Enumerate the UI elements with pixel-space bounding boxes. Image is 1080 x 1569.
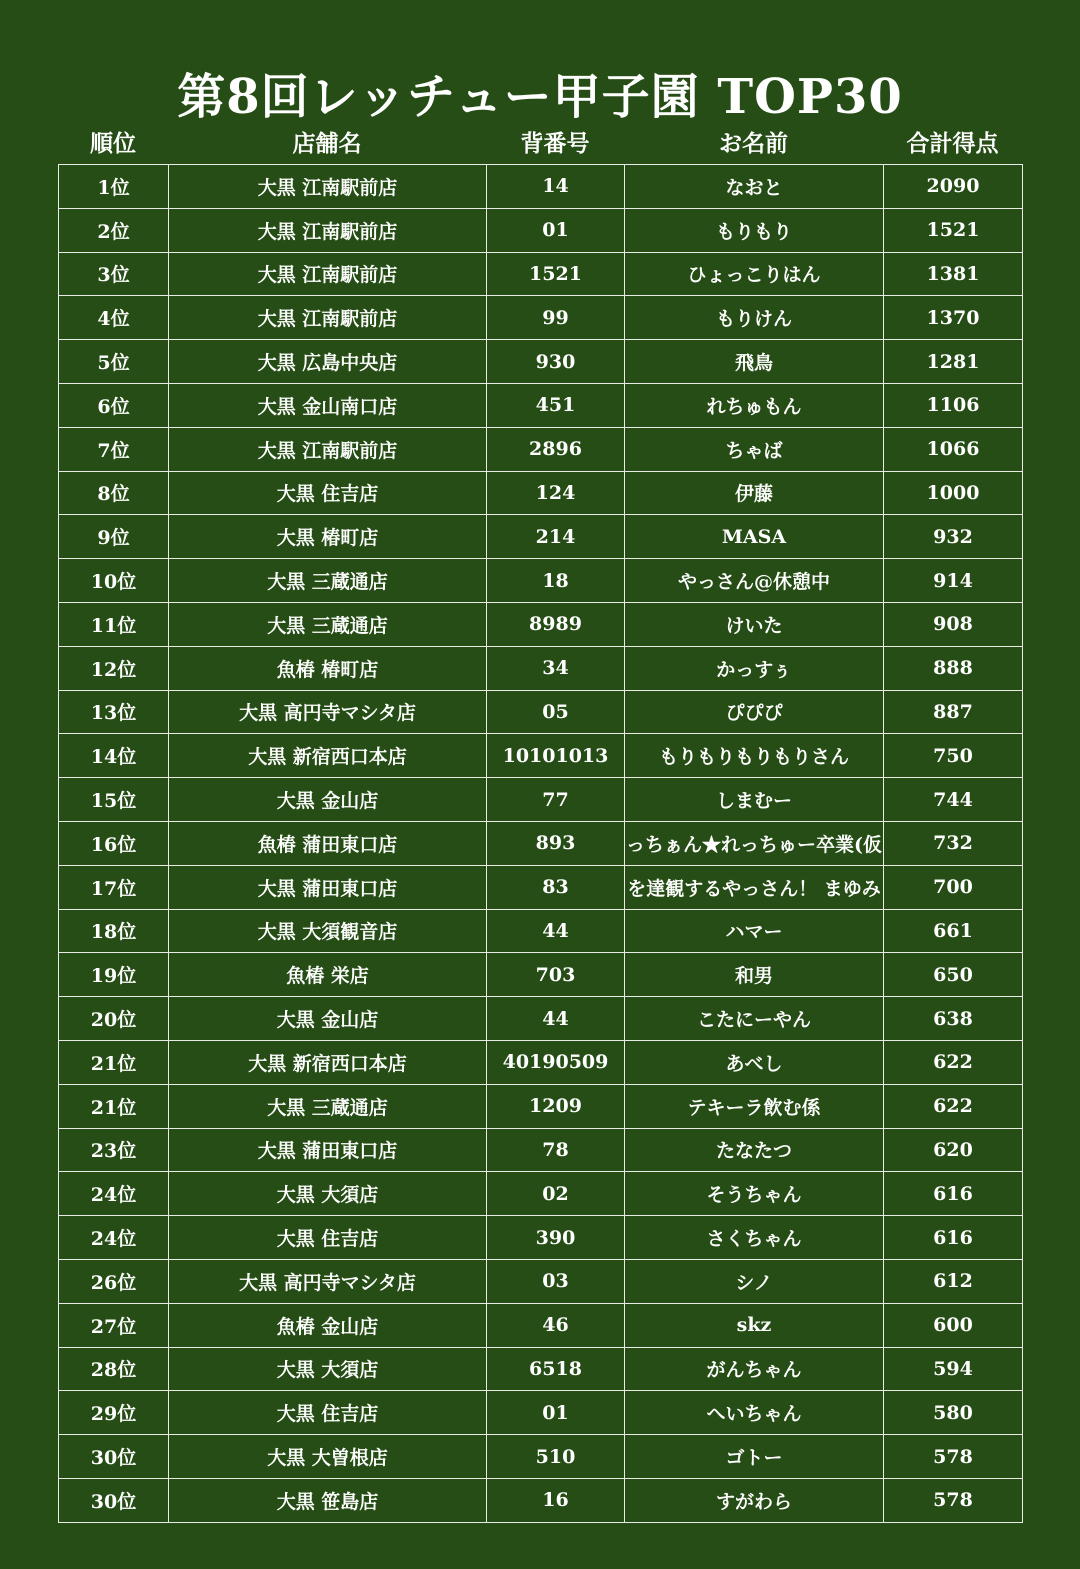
cell-rank: 29位 bbox=[59, 1391, 169, 1435]
cell-name: れちゅもん bbox=[625, 383, 884, 427]
cell-score: 932 bbox=[884, 515, 1023, 559]
cell-score: 1066 bbox=[884, 427, 1023, 471]
table-row bbox=[59, 208, 1023, 252]
cell-number: 77 bbox=[487, 778, 625, 822]
cell-score: 616 bbox=[884, 1216, 1023, 1260]
cell-number: 10101013 bbox=[487, 734, 625, 778]
cell-score: 700 bbox=[884, 865, 1023, 909]
cell-rank: 24位 bbox=[59, 1216, 169, 1260]
cell-rank: 23位 bbox=[59, 1128, 169, 1172]
cell-rank: 16位 bbox=[59, 821, 169, 865]
cell-number: 1209 bbox=[487, 1084, 625, 1128]
cell-name: へいちゃん bbox=[625, 1391, 884, 1435]
cell-number: 83 bbox=[487, 865, 625, 909]
cell-number: 05 bbox=[487, 690, 625, 734]
cell-number: 03 bbox=[487, 1259, 625, 1303]
table-row bbox=[59, 383, 1023, 427]
cell-name: ハマー bbox=[625, 909, 884, 953]
cell-score: 616 bbox=[884, 1172, 1023, 1216]
table-row bbox=[59, 427, 1023, 471]
table-row bbox=[59, 252, 1023, 296]
cell-rank: 24位 bbox=[59, 1172, 169, 1216]
cell-score: 887 bbox=[884, 690, 1023, 734]
cell-score: 2090 bbox=[884, 165, 1023, 209]
cell-name: もりけん bbox=[625, 296, 884, 340]
table-row bbox=[59, 1216, 1023, 1260]
cell-score: 580 bbox=[884, 1391, 1023, 1435]
header-store: 店舗名 bbox=[292, 130, 362, 157]
cell-name: 伊藤 bbox=[625, 471, 884, 515]
cell-score: 620 bbox=[884, 1128, 1023, 1172]
table-row bbox=[59, 602, 1023, 646]
table-row bbox=[59, 865, 1023, 909]
cell-store: 大黒 江南駅前店 bbox=[169, 208, 487, 252]
cell-store: 大黒 大須店 bbox=[169, 1172, 487, 1216]
cell-rank: 20位 bbox=[59, 997, 169, 1041]
cell-name: を達観するやっさん！ まゆみ bbox=[625, 865, 884, 909]
cell-score: 612 bbox=[884, 1259, 1023, 1303]
cell-store: 大黒 三蔵通店 bbox=[169, 602, 487, 646]
cell-name: すがわら bbox=[625, 1478, 884, 1522]
cell-score: 744 bbox=[884, 778, 1023, 822]
cell-score: 650 bbox=[884, 953, 1023, 997]
cell-number: 930 bbox=[487, 340, 625, 384]
cell-rank: 28位 bbox=[59, 1347, 169, 1391]
cell-name: テキーラ飲む係 bbox=[625, 1084, 884, 1128]
cell-score: 914 bbox=[884, 559, 1023, 603]
cell-store: 大黒 江南駅前店 bbox=[169, 165, 487, 209]
cell-name: 和男 bbox=[625, 953, 884, 997]
cell-name: MASA bbox=[625, 515, 884, 559]
cell-name: がんちゃん bbox=[625, 1347, 884, 1391]
table-header bbox=[58, 124, 1022, 164]
cell-rank: 12位 bbox=[59, 646, 169, 690]
cell-name: シノ bbox=[625, 1259, 884, 1303]
ranking-table-body bbox=[59, 165, 1023, 1523]
cell-number: 893 bbox=[487, 821, 625, 865]
cell-store: 大黒 江南駅前店 bbox=[169, 427, 487, 471]
cell-rank: 21位 bbox=[59, 1084, 169, 1128]
cell-store: 大黒 高円寺マシタ店 bbox=[169, 690, 487, 734]
cell-store: 大黒 金山南口店 bbox=[169, 383, 487, 427]
table-row bbox=[59, 1128, 1023, 1172]
cell-store: 大黒 金山店 bbox=[169, 778, 487, 822]
cell-number: 99 bbox=[487, 296, 625, 340]
cell-number: 124 bbox=[487, 471, 625, 515]
cell-store: 大黒 三蔵通店 bbox=[169, 559, 487, 603]
cell-score: 1381 bbox=[884, 252, 1023, 296]
cell-number: 44 bbox=[487, 909, 625, 953]
cell-name: こたにーやん bbox=[625, 997, 884, 1041]
table-row bbox=[59, 909, 1023, 953]
cell-score: 888 bbox=[884, 646, 1023, 690]
table-row bbox=[59, 1172, 1023, 1216]
cell-name: やっさん@休憩中 bbox=[625, 559, 884, 603]
cell-store: 大黒 椿町店 bbox=[169, 515, 487, 559]
cell-name: skz bbox=[625, 1303, 884, 1347]
cell-store: 魚椿 金山店 bbox=[169, 1303, 487, 1347]
cell-name: そうちゃん bbox=[625, 1172, 884, 1216]
cell-number: 34 bbox=[487, 646, 625, 690]
table-row bbox=[59, 559, 1023, 603]
table-row bbox=[59, 1478, 1023, 1522]
cell-score: 638 bbox=[884, 997, 1023, 1041]
ranking-table bbox=[58, 164, 1023, 1523]
cell-rank: 15位 bbox=[59, 778, 169, 822]
table-row bbox=[59, 471, 1023, 515]
cell-score: 908 bbox=[884, 602, 1023, 646]
cell-rank: 19位 bbox=[59, 953, 169, 997]
cell-number: 44 bbox=[487, 997, 625, 1041]
table-row bbox=[59, 1084, 1023, 1128]
cell-rank: 8位 bbox=[59, 471, 169, 515]
cell-name: あべし bbox=[625, 1040, 884, 1084]
cell-rank: 14位 bbox=[59, 734, 169, 778]
cell-score: 622 bbox=[884, 1084, 1023, 1128]
cell-number: 78 bbox=[487, 1128, 625, 1172]
cell-name: しまむー bbox=[625, 778, 884, 822]
cell-score: 1370 bbox=[884, 296, 1023, 340]
cell-name: ぴぴぴ bbox=[625, 690, 884, 734]
table-row bbox=[59, 1303, 1023, 1347]
cell-store: 大黒 高円寺マシタ店 bbox=[169, 1259, 487, 1303]
cell-score: 578 bbox=[884, 1478, 1023, 1522]
table-row bbox=[59, 953, 1023, 997]
cell-name: ゴトー bbox=[625, 1435, 884, 1479]
cell-number: 14 bbox=[487, 165, 625, 209]
cell-rank: 5位 bbox=[59, 340, 169, 384]
cell-score: 594 bbox=[884, 1347, 1023, 1391]
cell-number: 16 bbox=[487, 1478, 625, 1522]
page-title: 第8回レッチュー甲子園 TOP30 bbox=[177, 69, 903, 125]
cell-number: 214 bbox=[487, 515, 625, 559]
cell-rank: 3位 bbox=[59, 252, 169, 296]
table-row bbox=[59, 821, 1023, 865]
table-row bbox=[59, 997, 1023, 1041]
cell-number: 390 bbox=[487, 1216, 625, 1260]
cell-rank: 18位 bbox=[59, 909, 169, 953]
cell-name: っちぁん★れっちゅー卒業(仮 bbox=[625, 821, 884, 865]
cell-number: 6518 bbox=[487, 1347, 625, 1391]
cell-name: たなたつ bbox=[625, 1128, 884, 1172]
header-rank: 順位 bbox=[90, 130, 136, 157]
cell-number: 01 bbox=[487, 1391, 625, 1435]
cell-number: 18 bbox=[487, 559, 625, 603]
cell-number: 01 bbox=[487, 208, 625, 252]
cell-score: 622 bbox=[884, 1040, 1023, 1084]
cell-rank: 7位 bbox=[59, 427, 169, 471]
cell-store: 大黒 江南駅前店 bbox=[169, 296, 487, 340]
cell-name: もりもりもりもりさん bbox=[625, 734, 884, 778]
cell-score: 600 bbox=[884, 1303, 1023, 1347]
cell-number: 703 bbox=[487, 953, 625, 997]
cell-score: 1281 bbox=[884, 340, 1023, 384]
cell-store: 大黒 新宿西口本店 bbox=[169, 734, 487, 778]
cell-rank: 6位 bbox=[59, 383, 169, 427]
table-row bbox=[59, 515, 1023, 559]
header-name: お名前 bbox=[719, 130, 788, 157]
cell-name: さくちゃん bbox=[625, 1216, 884, 1260]
cell-number: 8989 bbox=[487, 602, 625, 646]
cell-rank: 2位 bbox=[59, 208, 169, 252]
cell-score: 578 bbox=[884, 1435, 1023, 1479]
cell-rank: 30位 bbox=[59, 1478, 169, 1522]
cell-number: 02 bbox=[487, 1172, 625, 1216]
cell-name: もりもり bbox=[625, 208, 884, 252]
cell-score: 661 bbox=[884, 909, 1023, 953]
table-row bbox=[59, 1391, 1023, 1435]
cell-name: ちゃば bbox=[625, 427, 884, 471]
cell-rank: 4位 bbox=[59, 296, 169, 340]
cell-store: 魚椿 栄店 bbox=[169, 953, 487, 997]
cell-store: 大黒 大須観音店 bbox=[169, 909, 487, 953]
cell-rank: 1位 bbox=[59, 165, 169, 209]
cell-store: 大黒 住吉店 bbox=[169, 1216, 487, 1260]
table-row bbox=[59, 1347, 1023, 1391]
table-row bbox=[59, 734, 1023, 778]
cell-store: 大黒 新宿西口本店 bbox=[169, 1040, 487, 1084]
table-row bbox=[59, 1435, 1023, 1479]
table-row bbox=[59, 1040, 1023, 1084]
cell-rank: 27位 bbox=[59, 1303, 169, 1347]
cell-store: 魚椿 椿町店 bbox=[169, 646, 487, 690]
cell-store: 大黒 広島中央店 bbox=[169, 340, 487, 384]
table-row bbox=[59, 296, 1023, 340]
table-row bbox=[59, 1259, 1023, 1303]
cell-store: 大黒 笹島店 bbox=[169, 1478, 487, 1522]
cell-store: 大黒 蒲田東口店 bbox=[169, 865, 487, 909]
header-score: 合計得点 bbox=[906, 130, 999, 157]
table-row bbox=[59, 340, 1023, 384]
cell-store: 大黒 三蔵通店 bbox=[169, 1084, 487, 1128]
cell-store: 大黒 蒲田東口店 bbox=[169, 1128, 487, 1172]
cell-rank: 17位 bbox=[59, 865, 169, 909]
cell-name: なおと bbox=[625, 165, 884, 209]
cell-score: 1106 bbox=[884, 383, 1023, 427]
cell-number: 2896 bbox=[487, 427, 625, 471]
cell-score: 732 bbox=[884, 821, 1023, 865]
table-row bbox=[59, 646, 1023, 690]
cell-number: 451 bbox=[487, 383, 625, 427]
cell-store: 大黒 金山店 bbox=[169, 997, 487, 1041]
cell-rank: 11位 bbox=[59, 602, 169, 646]
cell-number: 1521 bbox=[487, 252, 625, 296]
header-number: 背番号 bbox=[520, 130, 590, 157]
cell-store: 大黒 住吉店 bbox=[169, 1391, 487, 1435]
cell-store: 魚椿 蒲田東口店 bbox=[169, 821, 487, 865]
cell-score: 1000 bbox=[884, 471, 1023, 515]
cell-name: ひょっこりはん bbox=[625, 252, 884, 296]
cell-rank: 21位 bbox=[59, 1040, 169, 1084]
cell-name: 飛鳥 bbox=[625, 340, 884, 384]
cell-rank: 26位 bbox=[59, 1259, 169, 1303]
cell-name: けいた bbox=[625, 602, 884, 646]
table-row bbox=[59, 690, 1023, 734]
cell-rank: 30位 bbox=[59, 1435, 169, 1479]
cell-number: 510 bbox=[487, 1435, 625, 1479]
cell-name: かっすぅ bbox=[625, 646, 884, 690]
cell-store: 大黒 大曽根店 bbox=[169, 1435, 487, 1479]
cell-rank: 10位 bbox=[59, 559, 169, 603]
cell-store: 大黒 住吉店 bbox=[169, 471, 487, 515]
cell-number: 46 bbox=[487, 1303, 625, 1347]
cell-score: 1521 bbox=[884, 208, 1023, 252]
table-row bbox=[59, 165, 1023, 209]
cell-number: 40190509 bbox=[487, 1040, 625, 1084]
cell-store: 大黒 大須店 bbox=[169, 1347, 487, 1391]
cell-store: 大黒 江南駅前店 bbox=[169, 252, 487, 296]
table-row bbox=[59, 778, 1023, 822]
cell-rank: 9位 bbox=[59, 515, 169, 559]
cell-rank: 13位 bbox=[59, 690, 169, 734]
cell-score: 750 bbox=[884, 734, 1023, 778]
